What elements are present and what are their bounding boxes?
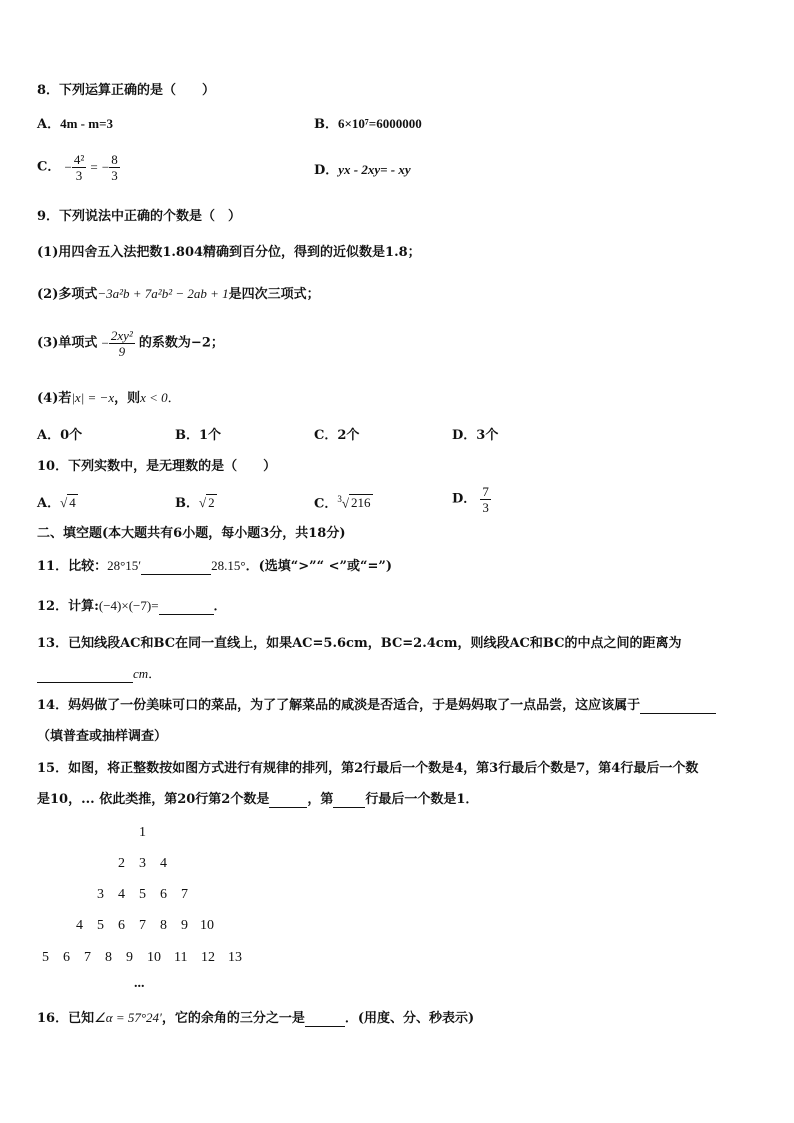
q8-a-expr: 4m - m=3 [60, 116, 113, 131]
list-item: 6 [63, 950, 70, 965]
q8-b-expr: 6×10⁷=6000000 [338, 116, 422, 131]
list-item: 7 [181, 887, 188, 902]
q10-option-d: D． $\frac{7}{3}$ [452, 484, 489, 515]
list-item: 1 [139, 825, 146, 840]
list-item: 13 [228, 950, 242, 965]
list-item: 5 [97, 918, 104, 933]
list-item: 6 [160, 887, 167, 902]
q16-answer-blank [305, 1014, 345, 1027]
q8-stem: 8．下列运算正确的是（ ） [37, 83, 216, 98]
list-item: 5 [42, 950, 49, 965]
q11-answer-blank [141, 562, 211, 575]
q15-line2: 是10，... 依此类推，第20行第2个数是 ，第 行最后一个数是1． [37, 792, 479, 807]
q8-option-a: A．4m - m=3 [37, 116, 113, 132]
q10-option-c: C．$^3$√ 216 [314, 494, 371, 512]
q15-blank-2 [333, 795, 365, 808]
q9-option-d: D．3个 [452, 428, 499, 443]
q13-line2: cm． [37, 666, 161, 683]
q8-option-d: D．yx - 2xy= - xy [314, 162, 411, 178]
q12: 12．计算:(−4)×(−7)= ． [37, 598, 227, 614]
q9-option-c: C．2个 [314, 428, 360, 443]
list-item: 9 [181, 918, 188, 933]
q12-answer-blank [159, 602, 214, 615]
q14-line1: 14．妈妈做了一份美味可口的菜品，为了了解菜品的咸淡是否适合，于是妈妈取了一点品尝，这应该属于 [37, 698, 716, 714]
ellipsis: ... [134, 976, 145, 991]
q16: 16．已知∠α = 57°24′，它的余角的三分之一是 ．(用度、分、秒表示) [37, 1010, 475, 1026]
list-item: 9 [126, 950, 133, 965]
list-item: 5 [139, 887, 146, 902]
list-item: 8 [160, 918, 167, 933]
q9-statement-3: (3)单项式 − $\frac{\text{2xy²}}{9}$ 的系数为−2； [37, 328, 224, 359]
q15-blank-1 [269, 795, 307, 808]
list-item: 2 [118, 856, 125, 871]
q11: 11．比较：28°15′ 28.15°．(选填“>”“ <”或“=”) [37, 558, 392, 574]
q9-option-a: A．0个 [37, 428, 83, 443]
q8-option-b: B．6×10⁷=6000000 [314, 116, 422, 132]
list-item: 7 [84, 950, 91, 965]
list-item: 4 [160, 856, 167, 871]
list-item: 7 [139, 918, 146, 933]
q10-option-a: A．√ 4 [37, 495, 76, 511]
list-item: 8 [105, 950, 112, 965]
q10-stem: 10．下列实数中，是无理数的是（ ） [37, 459, 277, 474]
list-item: 12 [201, 950, 215, 965]
q8-option-c: C． − $\frac{\text{4²}}{3}$ = − $\frac{8}{3}$ [37, 152, 118, 183]
list-item: 11 [174, 950, 188, 965]
list-item: 4 [76, 918, 83, 933]
list-item: 4 [118, 887, 125, 902]
q15-line1: 15．如图，将正整数按如图方式进行有规律的排列，第2行最后一个数是4，第3行最后个数是7，第4行最后一个数 [37, 761, 699, 776]
q9-stem: 9．下列说法中正确的个数是（ ） [37, 209, 242, 224]
list-item: 3 [139, 856, 146, 871]
q9-statement-2: (2)多项式−3a²b + 7a²b² − 2ab + 1是四次三项式； [37, 286, 320, 302]
q13-answer-blank [37, 670, 133, 683]
section-2-heading: 二、填空题(本大题共有6小题，每小题3分，共18分) [37, 526, 346, 541]
list-item: 10 [147, 950, 161, 965]
list-item: 10 [200, 918, 214, 933]
q10-option-b: B．√ 2 [175, 495, 215, 511]
list-item: 3 [97, 887, 104, 902]
q8-d-expr: yx - 2xy= - xy [338, 162, 411, 177]
q14-answer-blank [640, 701, 716, 714]
q14-line2: （填普查或抽样调查） [37, 729, 168, 744]
q9-option-b: B．1个 [175, 428, 222, 443]
q9-statement-4: (4)若|x| = −x，则x < 0． [37, 390, 181, 406]
q9-statement-1: (1)用四舍五入法把数1.804精确到百分位，得到的近似数是1.8； [37, 245, 421, 260]
q13-line1: 13．已知线段AC和BC在同一直线上，如果AC=5.6cm，BC=2.4cm，则线段AC和BC的中点之间的距离为 [37, 636, 682, 651]
list-item: 6 [118, 918, 125, 933]
